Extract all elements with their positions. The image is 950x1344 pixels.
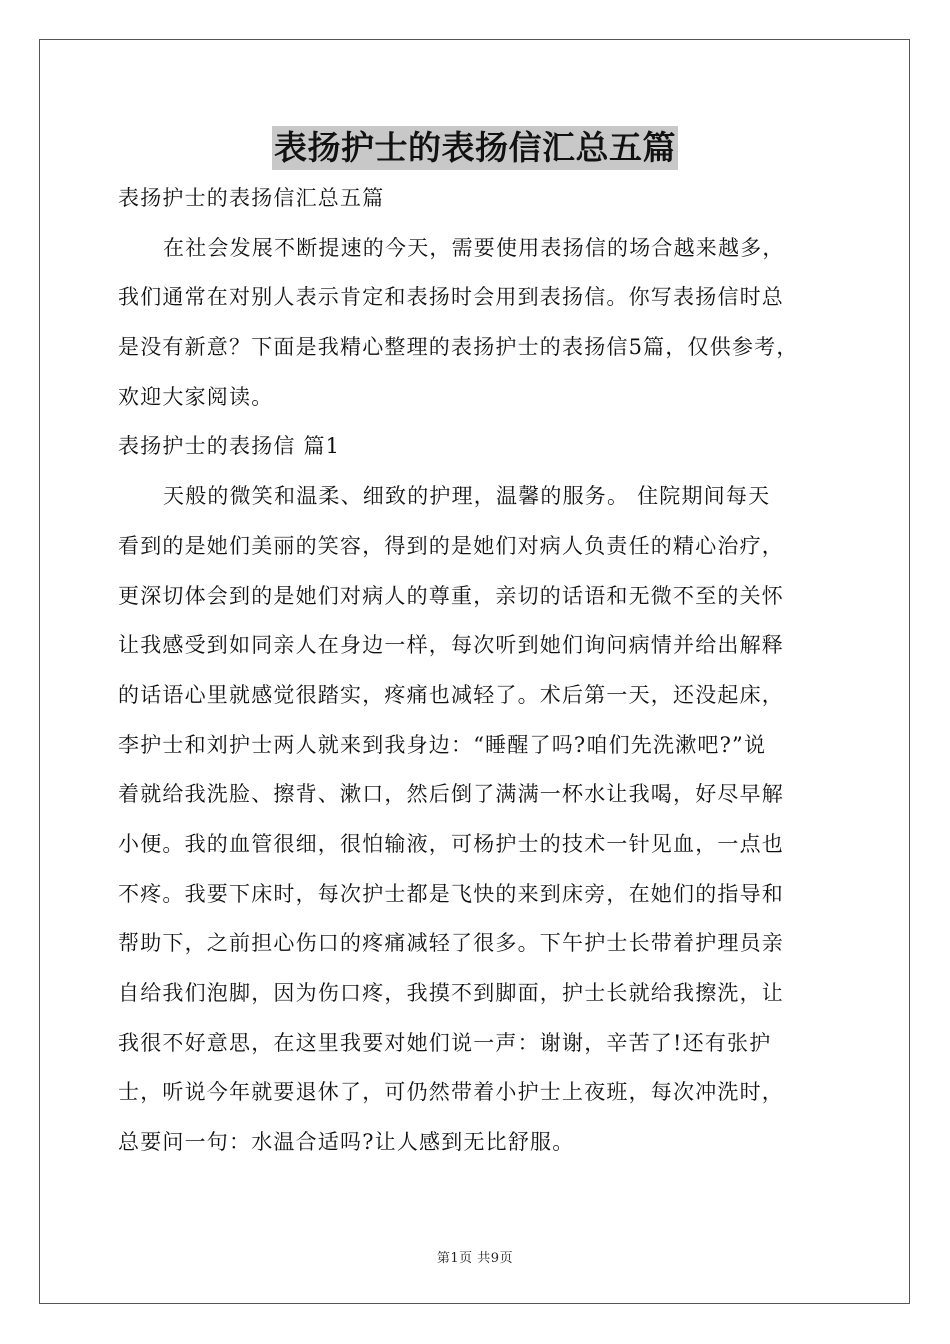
subtitle: 表扬护士的表扬信汇总五篇 (118, 186, 385, 210)
body-line: 的话语心里就感觉很踏实，疼痛也减轻了。术后第一天，还没起床， (118, 682, 784, 707)
intro-line: 我们通常在对别人表示肯定和表扬时会用到表扬信。你写表扬信时总 (118, 285, 784, 310)
intro-line: 在社会发展不断提速的今天，需要使用表扬信的场合越来越多， (163, 235, 785, 260)
body-line: 更深切体会到的是她们对病人的尊重，亲切的话语和无微不至的关怀 (118, 583, 784, 608)
intro-line: 欢迎大家阅读。 (118, 384, 274, 409)
body-line: 着就给我洗脸、擦背、漱口，然后倒了满满一杯水让我喝，好尽早解 (118, 782, 784, 807)
body-line: 自给我们泡脚，因为伤口疼，我摸不到脚面，护士长就给我擦洗，让 (118, 981, 784, 1005)
body-line: 总要问一句：水温合适吗?让人感到无比舒服。 (118, 1130, 575, 1155)
body-line: 看到的是她们美丽的笑容，得到的是她们对病人负责任的精心治疗， (118, 533, 784, 558)
body-line: 不疼。我要下床时，每次护士都是飞快的来到床旁，在她们的指导和 (118, 881, 784, 906)
body-line: 天般的微笑和温柔、细致的护理，温馨的服务。 住院期间每天 (163, 484, 771, 509)
title-wrap (0, 126, 950, 170)
document-body (118, 180, 838, 1174)
page-footer: 第1页 共9页 (436, 1251, 514, 1266)
document-title: 表扬护士的表扬信汇总五篇 (272, 126, 678, 170)
body-line: 李护士和刘护士两人就来到我身边：“睡醒了吗?咱们先洗漱吧?”说 (118, 732, 767, 757)
section-heading: 表扬护士的表扬信 篇1 (118, 434, 341, 459)
intro-line: 是没有新意？下面是我精心整理的表扬护士的表扬信5篇，仅供参考， (118, 335, 799, 360)
body-line: 士，听说今年就要退休了，可仍然带着小护士上夜班，每次冲洗时， (118, 1080, 784, 1105)
body-line: 小便。我的血管很细，很怕输液，可杨护士的技术一针见血，一点也 (118, 831, 784, 856)
body-line: 让我感受到如同亲人在身边一样，每次听到她们询问病情并给出解释 (118, 633, 784, 658)
body-line: 帮助下，之前担心伤口的疼痛减轻了很多。下午护士长带着护理员亲 (118, 931, 784, 956)
body-line: 我很不好意思，在这里我要对她们说一声：谢谢，辛苦了!还有张护 (118, 1030, 772, 1055)
